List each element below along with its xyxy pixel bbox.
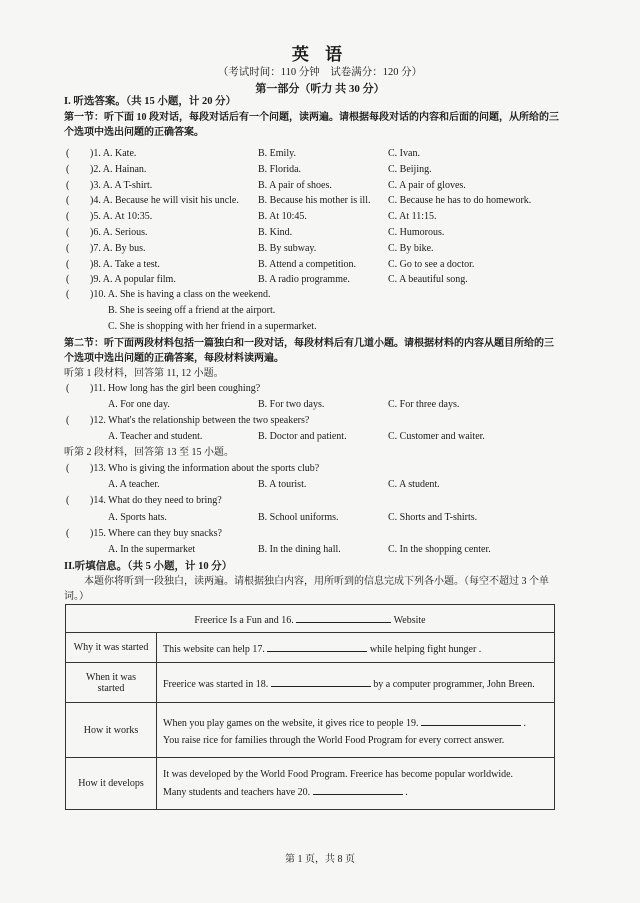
q10-option-b: B. She is seeing off a friend at the airport.: [108, 305, 276, 316]
q10-option-a: )10. A. She is having a class on the weekend.: [90, 289, 271, 300]
option-c: C. Go to see a doctor.: [388, 258, 475, 270]
section-3-intro-line1: 本题你将听到一段独白，读两遍。请根据独白内容，用所听到的信息完成下列各小题。（每空不超过 3 个单: [84, 576, 549, 587]
q11-option-a: A. For one day.: [108, 399, 170, 410]
q13-text: )13. Who is giving the information about the sports club?: [90, 463, 320, 474]
q13-option-c: C. A student.: [388, 479, 440, 490]
row-content: [157, 633, 555, 663]
q12-option-c: C. Customer and waiter.: [388, 431, 485, 442]
answer-paren[interactable]: (: [66, 242, 70, 254]
q12-option-a: A. Teacher and student.: [108, 431, 203, 442]
option-c: C. By bike.: [388, 242, 434, 254]
section-1-intro-line2: 个选项中选出问题的正确答案。: [64, 127, 204, 138]
option-c: C. Because he has to do homework.: [388, 195, 532, 207]
option-a: )9. A. A popular film.: [90, 274, 176, 286]
blank-16[interactable]: [296, 612, 391, 623]
q15-option-c: C. In the shopping center.: [388, 544, 491, 555]
q10-option-c: C. She is shopping with her friend in a supermarket.: [108, 321, 317, 332]
q11-option-c: C. For three days.: [388, 399, 460, 410]
option-b: B. At 10:45.: [258, 211, 307, 223]
q14-text: )14. What do they need to bring?: [90, 495, 222, 506]
row-text: .: [523, 717, 526, 729]
option-a: )4. A. Because he will visit his uncle.: [90, 195, 239, 207]
option-b: B. A pair of shoes.: [258, 179, 332, 191]
answer-paren[interactable]: (: [66, 163, 70, 175]
answer-paren[interactable]: (: [66, 148, 70, 159]
table-row: [66, 758, 555, 810]
row-text: .: [405, 787, 408, 798]
answer-paren[interactable]: (: [66, 495, 70, 506]
section-3-intro-line2: 词。）: [64, 591, 89, 602]
row-text: You raise rice for families through the World Food Program for every correct answer.: [163, 734, 505, 746]
option-b: B. Kind.: [258, 227, 293, 238]
section-3-heading: II.听填信息。（共 5 小题，计 10 分）: [64, 561, 233, 572]
row-text: Many students and teachers have 20.: [163, 787, 311, 798]
section-1-heading: I. 听选答案。（共 15 小题，计 20 分）: [64, 96, 237, 107]
answer-paren[interactable]: (: [66, 195, 70, 207]
option-c: C. A beautiful song.: [388, 274, 468, 286]
answer-paren[interactable]: (: [66, 463, 70, 474]
section-2-intro-line1: 第二节：听下面两段材料包括一篇独白和一段对话，每段材料后有几道小题。请根据材料的内容从题目所给的三: [64, 338, 554, 349]
blank-17[interactable]: [267, 641, 367, 652]
page-title: 英 语: [291, 45, 349, 64]
table-row: [66, 663, 555, 703]
option-a: )2. A. Hainan.: [90, 163, 147, 175]
section-1-intro-line1: 第一节：听下面 10 段对话，每段对话后有一个问题，读两遍。请根据每段对话的内容和后面的问题，从所给的三: [64, 112, 559, 123]
material-2-instruction: 听第 2 段材料，回答第 13 至 15 小题。: [64, 447, 234, 458]
row-content: [157, 758, 555, 810]
table-title: [66, 605, 555, 633]
answer-paren[interactable]: (: [66, 179, 70, 191]
blank-19[interactable]: [421, 715, 521, 726]
option-c: C. At 11:15.: [388, 211, 437, 223]
row-label: Why it was started: [66, 633, 157, 663]
page-number: 第 1 页，共 8 页: [285, 854, 355, 865]
q15-text: )15. Where can they buy snacks?: [90, 528, 222, 539]
answer-paren[interactable]: (: [66, 258, 70, 270]
answer-paren[interactable]: (: [66, 383, 70, 394]
q14-option-b: B. School uniforms.: [258, 512, 339, 523]
option-b: B. By subway.: [258, 242, 317, 254]
answer-paren[interactable]: (: [66, 289, 70, 300]
option-b: B. Emily.: [258, 148, 296, 159]
q12-option-b: B. Doctor and patient.: [258, 431, 347, 442]
option-b: B. Florida.: [258, 163, 302, 175]
row-text: This website can help 17.: [163, 643, 265, 655]
option-a: )1. A. Kate.: [90, 148, 137, 159]
material-1-instruction: 听第 1 段材料，回答第 11, 12 小题。: [64, 368, 224, 379]
row-label: When it was started: [66, 663, 157, 703]
option-a: )8. A. Take a test.: [90, 258, 160, 270]
option-a: )3. A. A T-shirt.: [90, 179, 153, 191]
option-a: )5. A. At 10:35.: [90, 211, 153, 223]
info-table: [65, 604, 555, 810]
q15-option-b: B. In the dining hall.: [258, 544, 341, 555]
answer-paren[interactable]: (: [66, 274, 70, 286]
row-text: by a computer programmer, John Breen.: [373, 678, 535, 690]
option-b: B. Attend a competition.: [258, 258, 357, 270]
section-2-intro-line2: 个选项中选出问题的正确答案，每段材料读两遍。: [64, 353, 284, 364]
row-label: How it develops: [66, 758, 157, 810]
q15-option-a: A. In the supermarket: [108, 544, 196, 555]
option-c: C. A pair of gloves.: [388, 179, 466, 191]
table-row: [66, 633, 555, 663]
answer-paren[interactable]: (: [66, 528, 70, 539]
answer-paren[interactable]: (: [66, 211, 70, 223]
table-title-post: Website: [393, 614, 426, 626]
blank-18[interactable]: [271, 676, 371, 687]
table-title-row: [66, 605, 555, 633]
part-heading: 第一部分（听力 共 30 分）: [255, 83, 385, 95]
row-text: while helping fight hunger .: [369, 643, 482, 655]
q12-text: )12. What's the relationship between the two speakers?: [90, 415, 310, 426]
option-a: )7. A. By bus.: [90, 242, 146, 254]
q11-text: )11. How long has the girl been coughing?: [90, 383, 261, 394]
q14-option-c: C. Shorts and T-shirts.: [388, 512, 478, 523]
option-a: )6. A. Serious.: [90, 227, 148, 238]
row-text: Freerice was started in 18.: [163, 678, 269, 690]
option-c: C. Humorous.: [388, 227, 445, 238]
table-title-pre: Freerice Is a Fun and 16.: [194, 614, 294, 626]
q14-option-a: A. Sports hats.: [108, 512, 167, 523]
q13-option-a: A. A teacher.: [108, 479, 160, 490]
table-row: [66, 703, 555, 758]
row-content: [157, 703, 555, 758]
row-text: It was developed by the World Food Program. Freerice has become popular worldwide.: [163, 769, 514, 780]
row-label: How it works: [66, 703, 157, 758]
option-b: B. Because his mother is ill.: [258, 195, 371, 207]
q11-option-b: B. For two days.: [258, 399, 325, 410]
row-content: [157, 663, 555, 703]
answer-paren[interactable]: (: [66, 415, 70, 426]
option-b: B. A radio programme.: [258, 274, 350, 286]
blank-20[interactable]: [313, 784, 403, 795]
answer-paren[interactable]: (: [66, 227, 70, 238]
option-c: C. Ivan.: [388, 148, 420, 159]
exam-info: （考试时间：110 分钟 试卷满分：120 分）: [217, 67, 423, 78]
row-text: When you play games on the website, it gives rice to people 19.: [163, 717, 419, 729]
option-c: C. Beijing.: [388, 163, 432, 175]
q13-option-b: B. A tourist.: [258, 479, 307, 490]
